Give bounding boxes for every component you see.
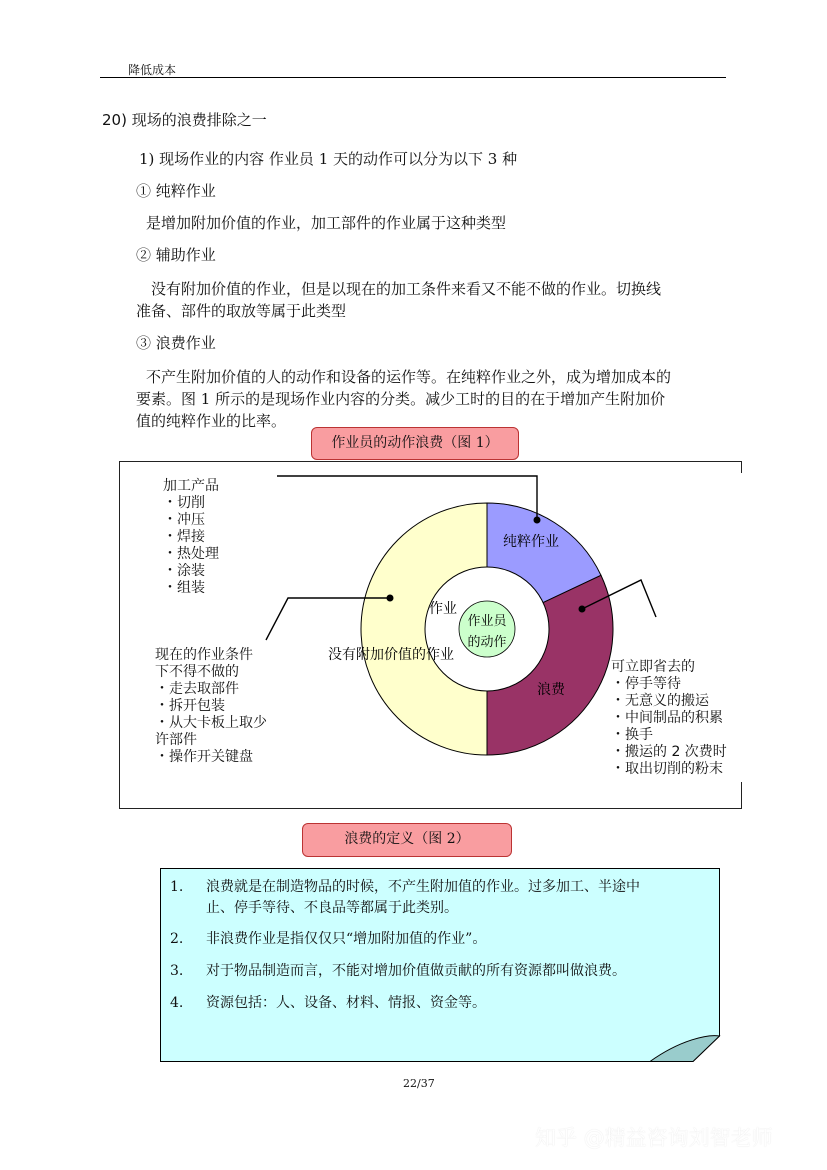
slice-label-pure: 纯粹作业: [503, 534, 559, 550]
processing-list-title: 加工产品: [163, 478, 219, 494]
figure2-title: 浪费的定义（图 2）: [302, 823, 512, 857]
definition-text: 对于物品制造而言，不能对增加价值做贡献的所有资源都叫做浪费。: [206, 963, 626, 979]
leader-dot-right: [579, 606, 586, 613]
definition-text: 浪费就是在制造物品的时候，不产生附加值的作业。过多加工、半途中: [206, 879, 640, 895]
item-3-desc-line3: 值的纯粹作业的比率。: [136, 412, 287, 430]
waste-list-item: ・搬运的 2 次费时: [611, 744, 727, 760]
auxiliary-list-line: 现在的作业条件: [155, 647, 253, 663]
processing-list-item: ・切削: [163, 495, 205, 511]
auxiliary-list-line: ・从大卡板上取少: [155, 715, 267, 731]
auxiliary-list-line: ・拆开包装: [155, 698, 225, 714]
center-label-line2: 的动作: [467, 635, 507, 650]
item-2-heading: ② 辅助作业: [136, 246, 216, 264]
waste-list-item: ・停手等待: [611, 676, 681, 692]
watermark: 知乎 @精益咨询刘智老师: [535, 1126, 773, 1150]
auxiliary-list-line: ・走去取部件: [155, 681, 239, 697]
intro-line: 1) 现场作业的内容 作业员 1 天的动作可以分为以下 3 种: [139, 150, 518, 168]
definition-number: 1.: [170, 879, 184, 895]
slice-label-nonvalue: 没有附加价值的作业: [328, 647, 454, 663]
processing-list-item: ・热处理: [163, 546, 219, 562]
waste-list: [611, 659, 727, 778]
auxiliary-list: [155, 647, 267, 766]
item-2-desc-line2: 准备、部件的取放等属于此类型: [136, 302, 347, 320]
definition-number: 4.: [170, 995, 184, 1011]
page-number: 22/37: [403, 1077, 435, 1090]
item-1-desc: 是增加附加价值的作业，加工部件的作业属于这种类型: [146, 214, 507, 232]
center-label-line1: 作业员: [467, 614, 507, 629]
processing-list: [163, 478, 219, 597]
processing-list-item: ・冲压: [163, 512, 205, 528]
waste-list-title: 可立即省去的: [611, 659, 695, 675]
definition-number: 2.: [170, 931, 184, 947]
processing-list-item: ・组装: [163, 580, 205, 596]
definition-text: 非浪费作业是指仅仅只“增加附加值的作业”。: [206, 931, 487, 947]
auxiliary-list-line: ・操作开关键盘: [155, 749, 253, 765]
leader-dot-left: [387, 595, 394, 602]
waste-list-item: ・取出切削的粉末: [611, 761, 723, 777]
section-title: 20) 现场的浪费排除之一: [102, 111, 267, 129]
ring-label-work: 作业: [429, 601, 457, 617]
waste-list-item: ・中间制品的积累: [611, 710, 723, 726]
auxiliary-list-line: 下不得不做的: [155, 664, 239, 680]
definition-text: 止、停手等待、不良品等都属于此类别。: [206, 900, 458, 916]
slice-label-waste: 浪费: [537, 682, 565, 698]
page-header: 降低成本: [128, 63, 177, 77]
waste-list-item: ・无意义的搬运: [611, 693, 709, 709]
processing-list-item: ・焊接: [163, 529, 205, 545]
definition-list: [160, 868, 720, 1062]
waste-list-item: ・换手: [611, 727, 653, 743]
item-3-heading: ③ 浪费作业: [136, 334, 216, 352]
leader-dot-top: [534, 517, 541, 524]
auxiliary-list-line: 许部件: [155, 732, 197, 748]
definition-number: 3.: [170, 963, 184, 979]
definition-text: 资源包括：人、设备、材料、情报、资金等。: [206, 995, 486, 1011]
processing-list-item: ・涂装: [163, 563, 205, 579]
item-1-heading: ① 纯粹作业: [136, 182, 216, 200]
figure1-title: 作业员的动作浪费（图 1）: [311, 427, 519, 460]
item-3-desc-line1: 不产生附加价值的人的动作和设备的运作等。在纯粹作业之外，成为增加成本的: [146, 368, 672, 386]
item-2-desc-line1: 没有附加价值的作业，但是以现在的加工条件来看又不能不做的作业。切换线: [151, 280, 662, 298]
item-3-desc-line2: 要素。图 1 所示的是现场作业内容的分类。减少工时的目的在于增加产生附加价: [136, 390, 666, 408]
